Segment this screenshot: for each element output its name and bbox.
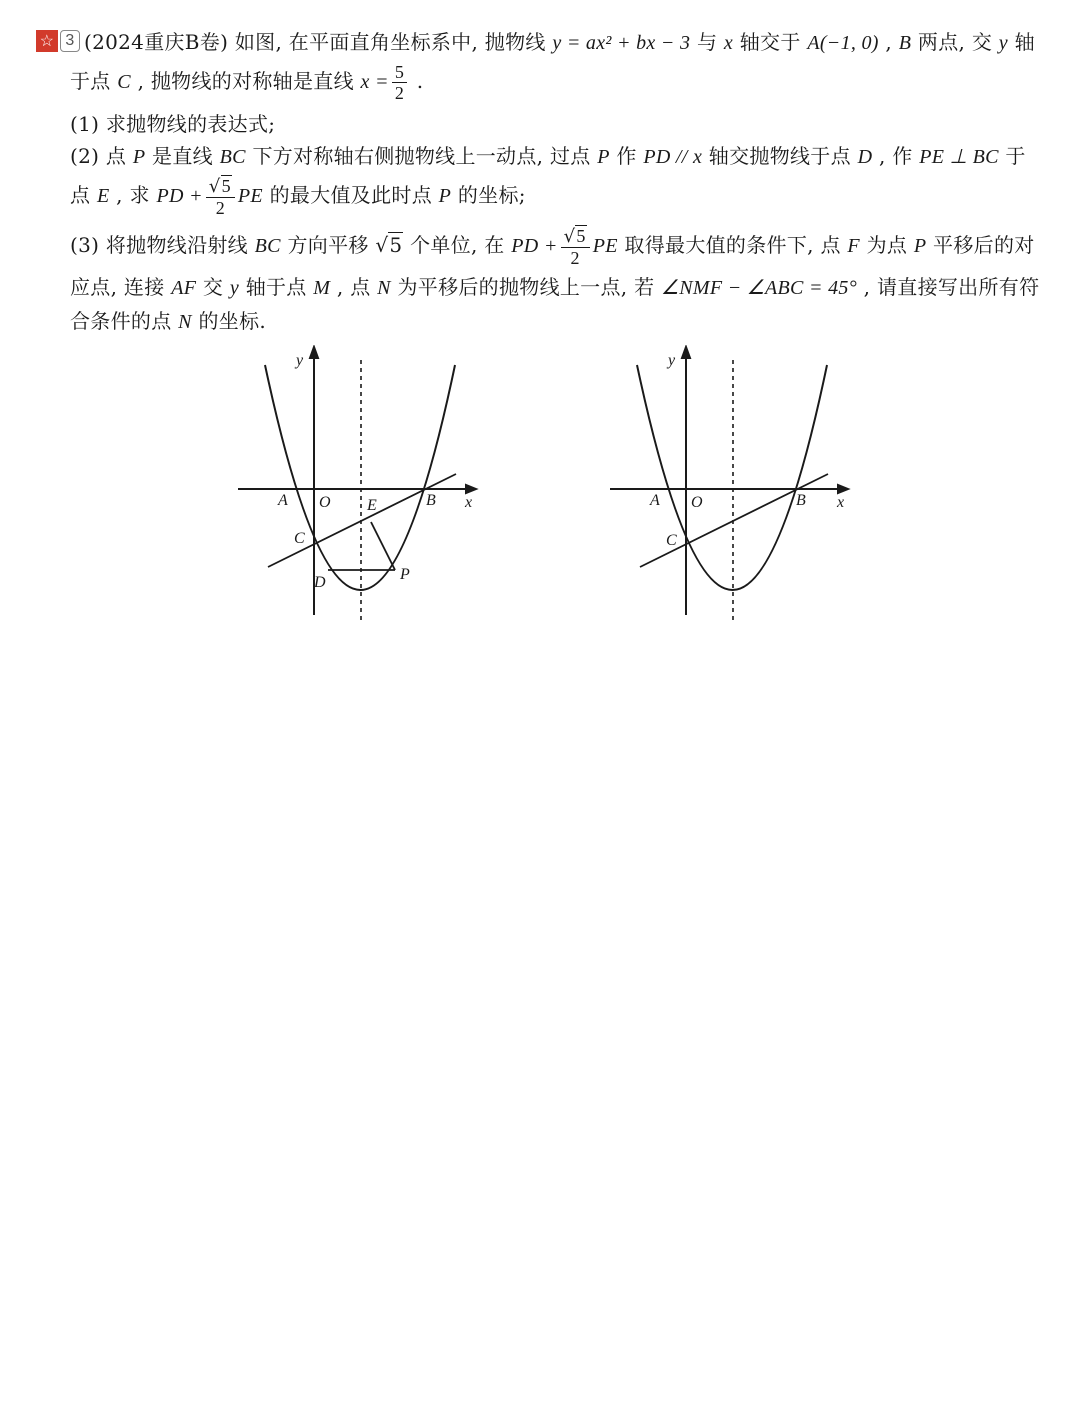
label-x: x (465, 494, 473, 511)
part-1: (1) 求抛物线的表达式; (70, 112, 276, 136)
label-b: B (796, 492, 806, 509)
y-axis-arrow-icon (682, 347, 690, 358)
part-3-line-1: (3) 将抛物线沿射线 BC 方向平移 √5 个单位, 在 PD + $\frac{√5}{2}$ PE 取得最大值的条件下, 点 F 为点 P 平移后的对 (70, 225, 1035, 268)
label-y: y (296, 352, 304, 369)
figure-2 (602, 345, 862, 620)
label-o: O (691, 494, 703, 511)
fraction-sqrt5-2: $\frac{√5}{2}$ (206, 176, 235, 218)
label-c: C (666, 532, 677, 549)
label-x: x (837, 494, 845, 511)
star-icon: ☆ (36, 30, 58, 52)
label-d: D (314, 574, 326, 591)
label-o: O (319, 494, 331, 511)
problem-source: (2024重庆B卷) (84, 30, 229, 54)
x-axis-arrow-icon (466, 485, 476, 493)
segment-pe (371, 522, 395, 570)
fraction-5-2: $\frac{5}{2}$ (392, 62, 407, 103)
label-y: y (668, 352, 676, 369)
label-a: A (650, 492, 660, 509)
part-3-line-2: 应点, 连接 AF 交 y 轴于点 M , 点 N 为平移后的抛物线上一点, 若 ∠NMF − ∠ABC = 45° , 请直接写出所有符 (70, 275, 1040, 299)
point-a-coord: A(−1, 0) (807, 32, 879, 54)
problem-number: 3 (60, 30, 80, 52)
label-p: P (400, 566, 410, 583)
problem-line-2: 于点 C , 抛物线的对称轴是直线 x = $\frac{5}{2}$ . (70, 62, 424, 103)
part-2-line-1: (2) 点 P 是直线 BC 下方对称轴右侧抛物线上一动点, 过点 P 作 PD // x 轴交抛物线于点 D , 作 PE ⊥ BC 于 (70, 144, 1026, 168)
problem-line-1: ☆ 3 (2024重庆B卷) 如图, 在平面直角坐标系中, 抛物线 y = ax² + bx − 3 与 x 轴交于 A(−1, 0) , B 两点, 交 y 轴 (36, 28, 1046, 57)
parabola (637, 365, 827, 590)
label-e: E (367, 497, 377, 514)
part-3-line-3: 合条件的点 N 的坐标. (70, 309, 267, 333)
parabola (265, 365, 455, 590)
part-2-line-2: 点 E , 求 PD + $\frac{√5}{2}$ PE 的最大值及此时点 P 的坐标; (70, 175, 526, 218)
parabola-equation: y = ax² + bx − 3 (552, 32, 691, 54)
label-b: B (426, 492, 436, 509)
label-c: C (294, 530, 305, 547)
fraction-sqrt5-2-b: $\frac{√5}{2}$ (561, 226, 590, 268)
x-axis-arrow-icon (838, 485, 848, 493)
figure-1 (230, 345, 490, 620)
label-a: A (278, 492, 288, 509)
y-axis-arrow-icon (310, 347, 318, 358)
